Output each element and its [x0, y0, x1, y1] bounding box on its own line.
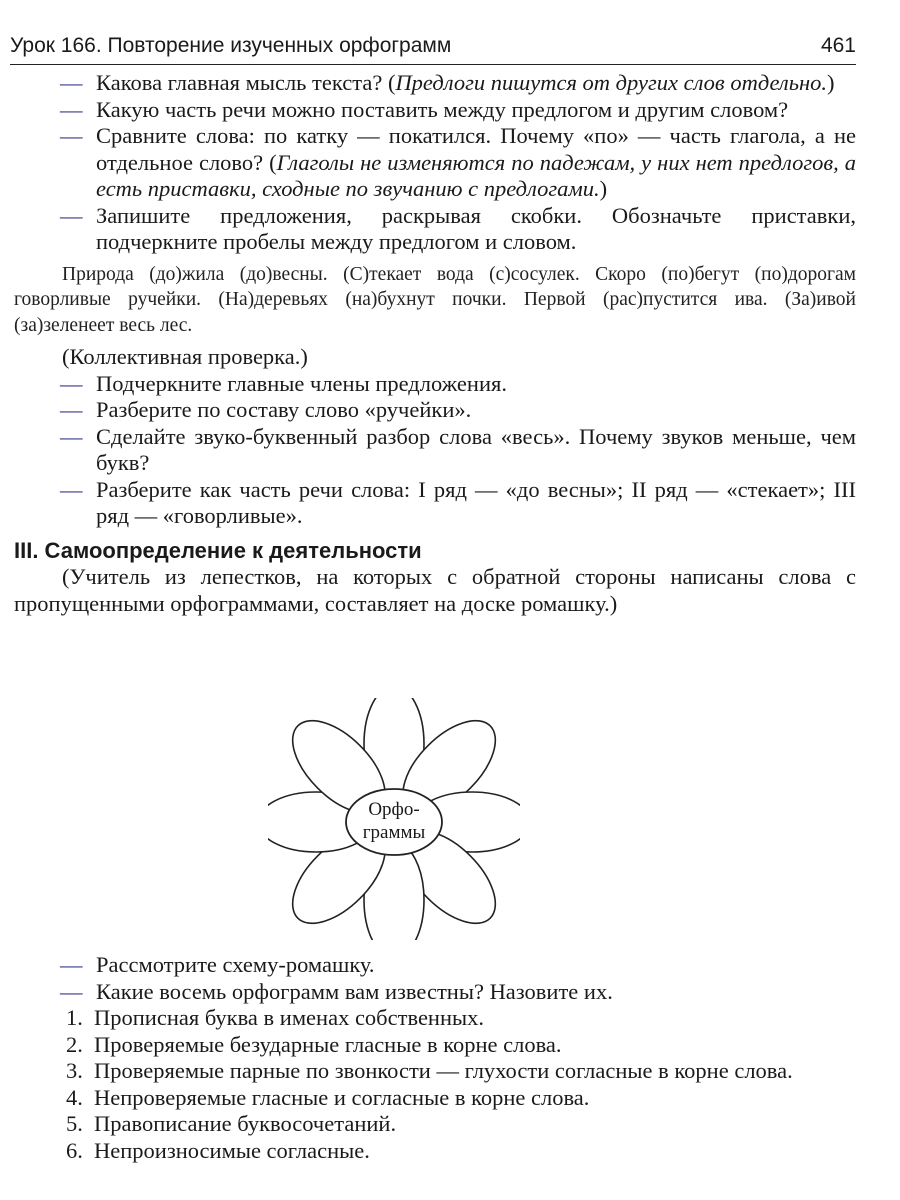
dash-marker: —	[60, 202, 83, 228]
question-item	[14, 979, 856, 1006]
dash-marker: —	[60, 370, 83, 396]
page-header	[10, 32, 856, 65]
page-body	[14, 70, 856, 617]
daisy-label-line2: граммы	[362, 822, 426, 843]
rule-item	[14, 1111, 856, 1138]
dash-marker: —	[60, 952, 83, 977]
dash-marker: —	[60, 978, 83, 1004]
daisy-label-line1: Орфо-	[368, 799, 420, 820]
task-item	[14, 371, 856, 398]
lesson-title: Урок 166. Повторение изученных орфограмм	[10, 34, 452, 57]
check-note: (Коллективная проверка.)	[62, 344, 308, 369]
dash-marker: —	[60, 476, 83, 502]
rule-item	[14, 1138, 856, 1165]
rule-text: Прописная буква в именах собственных.	[94, 1005, 485, 1030]
rule-text: Проверяемые парные по звонкости — глухости согласные в корне слова.	[94, 1058, 793, 1083]
question-answer: Предлоги пишутся от других слов отдельно.	[395, 70, 827, 95]
page-number: 461	[820, 34, 856, 57]
task-item	[14, 477, 856, 530]
question-tail: )	[827, 70, 835, 95]
dash-marker: —	[60, 96, 83, 122]
rule-text: Проверяемые безударные гласные в корне слова.	[94, 1031, 562, 1057]
task-text: Сделайте звуко-буквенный разбор слова «весь». Почему звуков меньше, чем букв?	[96, 423, 856, 475]
daisy-diagram	[268, 698, 520, 940]
question-text: Рассмотрите схему-ромашку.	[96, 952, 375, 977]
rule-number: 4.	[66, 1084, 83, 1110]
question-text: Какую часть речи можно поставить между предлогом и другим словом?	[96, 96, 789, 122]
question-item	[14, 123, 856, 203]
rule-text: Правописание буквосочетаний.	[94, 1111, 397, 1136]
task-text: Разберите как часть речи слова: I ряд — «до весны»; II ряд — «стекает»; III ряд — «говорливые».	[96, 476, 856, 528]
dash-marker: —	[60, 123, 83, 148]
question-item	[14, 952, 856, 979]
dash-marker: —	[60, 70, 83, 95]
question-tail: )	[599, 176, 608, 201]
rule-number: 6.	[66, 1137, 83, 1163]
question-text: Какие восемь орфограмм вам известны? Назовите их.	[96, 978, 613, 1004]
rule-item	[14, 1058, 856, 1085]
rule-number: 2.	[66, 1031, 83, 1057]
question-text: Какова главная мысль текста? (	[96, 70, 396, 95]
rule-item	[14, 1032, 856, 1059]
rule-text: Непроверяемые гласные и согласные в корне слова.	[94, 1084, 590, 1110]
section-heading: III. Самоопределение к деятельности	[14, 537, 422, 563]
rule-number: 1.	[66, 1005, 83, 1030]
orthogram-list	[14, 952, 856, 1164]
question-item	[14, 97, 856, 124]
task-item	[14, 397, 856, 424]
question-text: Запишите предложения, раскрывая скобки. Обозначьте приставки, подчеркните пробелы между предлогом и словом.	[96, 202, 856, 254]
rule-item	[14, 1085, 856, 1112]
task-text: Разберите по составу слово «ручейки».	[96, 397, 472, 422]
task-text: Подчеркните главные члены предложения.	[96, 370, 507, 396]
question-text: Сравните слова: по катку — покатился. Почему «по» — часть глагола, а не отдельное слово? (	[96, 123, 856, 175]
rule-text: Непроизносимые согласные.	[94, 1137, 370, 1163]
task-item	[14, 424, 856, 477]
teacher-note: (Учитель из лепестков, на которых с обратной стороны написаны слова с пропущенными орфограммами, составляет на доске ромашку.)	[14, 564, 856, 616]
dash-marker: —	[60, 397, 83, 422]
rule-item	[14, 1005, 856, 1032]
rule-number: 3.	[66, 1058, 83, 1083]
exercise-text: Природа (до)жила (до)весны. (С)текает вода (с)сосулек. Скоро (по)бегут (по)дорогам говорливые ручейки. (На)деревьях (на)бухнут почки. Первой (рас)пустится ива. (За)ивой (за)зеленеет весь лес.	[14, 263, 856, 336]
rule-number: 5.	[66, 1111, 83, 1136]
question-item	[14, 70, 856, 97]
question-answer: Глаголы не изменяются по падежам, у них нет предлогов, а есть приставки, сходные по звучанию с предлогами.	[96, 149, 856, 201]
dash-marker: —	[60, 423, 83, 449]
question-item	[14, 203, 856, 256]
